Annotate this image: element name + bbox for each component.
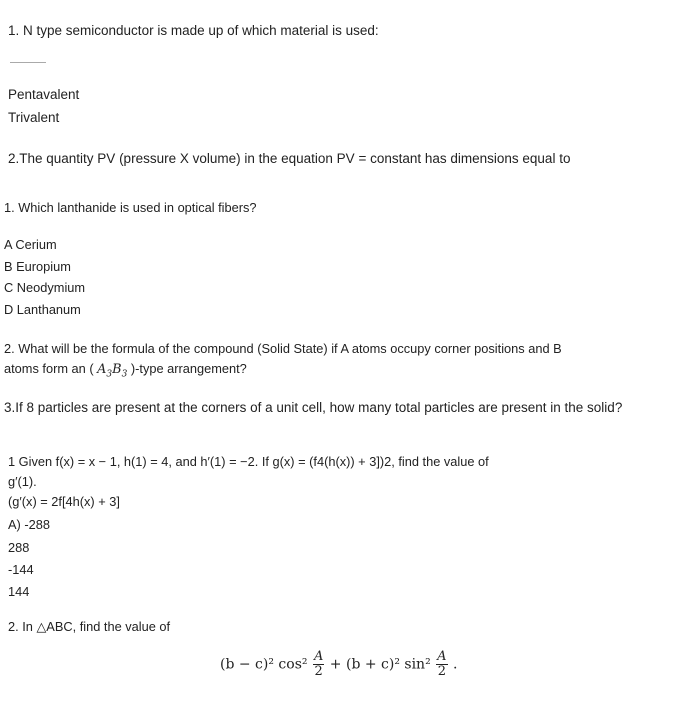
question-1-semiconductor: 1. N type semiconductor is made up of which material is used: [8,23,379,38]
option-a-minus-288: A) -288 [8,517,50,532]
question-derivative-line2: g′(1). [8,474,37,489]
option-pentavalent: Pentavalent [8,87,80,102]
formula-end: . [453,656,458,673]
formula-part1: (b − c)² cos² [220,656,308,673]
triangle-formula [220,650,457,679]
question-derivative-line1: 1 Given f(x) = x − 1, h(1) = 4, and h′(1) = −2. If g(x) = (f4(h(x)) + 3])2, find the value of [8,454,489,469]
question-solid-state-line1: 2. What will be the formula of the compound (Solid State) if A atoms occupy corner positions and B [4,341,562,356]
option-minus-144: -144 [8,562,34,577]
option-288: 288 [8,540,30,555]
fraction-a-over-2-second: $\frac{A}{2}$ [437,649,447,679]
question-unit-cell: 3.If 8 particles are present at the corners of a unit cell, how many total particles are present in the solid? [4,400,623,415]
fraction-a-over-2: $\frac{A}{2}$ [313,649,324,679]
line2-suffix: )-type arrangement? [130,361,247,376]
question-triangle: 2. In △ABC, find the value of [8,619,171,634]
formula-a3b3: $A_3B_3$ [97,362,128,380]
option-a-cerium: A Cerium [4,237,57,252]
option-trivalent: Trivalent [8,110,60,125]
option-d-lanthanum: D Lanthanum [4,302,81,317]
question-lanthanide: 1. Which lanthanide is used in optical fibers? [4,200,257,215]
answer-blank-line [10,62,46,63]
formula-part2: + (b + c)² sin² [329,656,431,673]
option-144: 144 [8,584,30,599]
question-solid-state-line2 [4,360,247,384]
option-b-europium: B Europium [4,259,71,274]
question-2-pv-dimensions: 2.The quantity PV (pressure X volume) in the equation PV = constant has dimensions equal to [8,151,571,166]
hint-derivative: (g′(x) = 2f[4h(x) + 3] [8,494,120,509]
option-c-neodymium: C Neodymium [4,280,86,295]
line2-prefix: atoms form an ( [4,361,94,376]
